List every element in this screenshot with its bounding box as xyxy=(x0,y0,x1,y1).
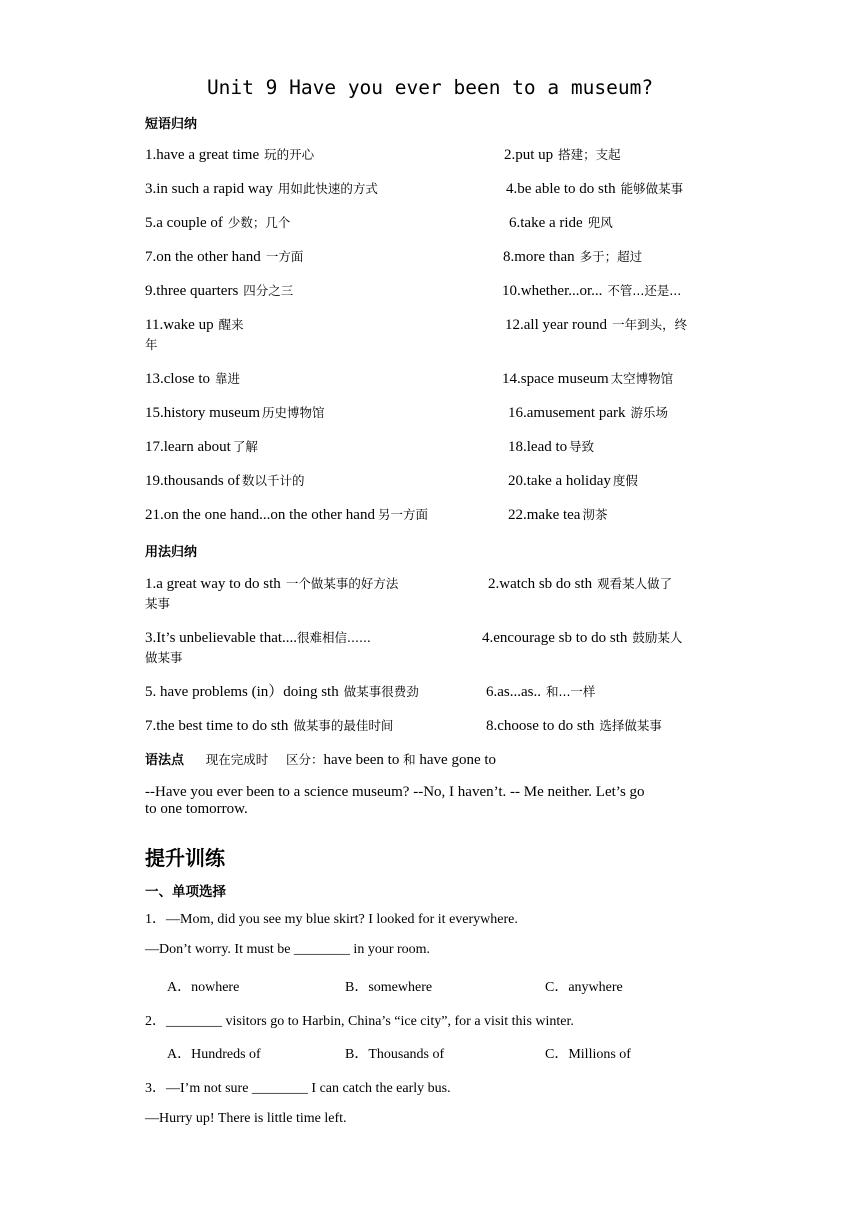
usage-cn: 做某事很费劲 xyxy=(343,684,419,699)
phrase-cn: 搭建；支起 xyxy=(558,147,621,162)
phrase-en: 7.on the other hand xyxy=(145,249,261,265)
phrase-cn: 太空博物馆 xyxy=(610,371,674,386)
phrase-item xyxy=(145,505,428,525)
question-line: —Don’t worry. It must be ________ in your room. xyxy=(145,942,431,957)
phrase-en: 9.three quarters xyxy=(145,283,239,299)
page-title: Unit 9 Have you ever been to a museum? xyxy=(206,76,654,99)
question-line: 3．—I’m not sure ________ I can catch the early bus. xyxy=(145,1081,451,1096)
training-heading: 提升训练 xyxy=(145,846,225,870)
phrase-en: 14.space museum xyxy=(502,371,609,387)
grammar-topic: 现在完成时 xyxy=(205,752,269,767)
phrase-item xyxy=(508,403,668,423)
usage-en: 4.encourage sb to do sth xyxy=(482,630,628,646)
phrase-en: 6.take a ride xyxy=(509,215,583,231)
phrase-item xyxy=(508,437,594,457)
phrases-heading: 短语归纳 xyxy=(145,117,198,132)
phrase-en: 13.close to xyxy=(145,371,210,387)
phrase-cn-wrap: 年 xyxy=(145,337,158,352)
option-b: B．somewhere xyxy=(345,980,433,995)
phrase-en: 17.learn about xyxy=(145,439,231,455)
option-c: C．Millions of xyxy=(545,1047,631,1062)
option-a: A．nowhere xyxy=(167,980,240,995)
phrase-cn: 游乐场 xyxy=(630,405,668,420)
usage-cn: 鼓励某人 xyxy=(632,630,683,645)
phrase-en: 19.thousands of xyxy=(145,473,240,489)
phrase-item xyxy=(503,247,642,267)
phrase-item xyxy=(145,145,314,165)
usage-wrap xyxy=(145,648,183,668)
phrase-cn: 了解 xyxy=(232,439,258,454)
phrase-cn: 兜风 xyxy=(587,215,613,230)
phrase-item xyxy=(508,505,607,525)
usage-item xyxy=(145,574,398,594)
mc-heading: 一、单项选择 xyxy=(145,884,226,900)
phrase-item xyxy=(509,213,613,233)
question-line: 2．________ visitors go to Harbin, China’s “ice city”, for a visit this winter. xyxy=(145,1014,574,1029)
usage-item xyxy=(486,716,662,736)
question-line: —Hurry up! There is little time left. xyxy=(145,1111,347,1126)
phrase-cn: 导致 xyxy=(569,439,595,454)
usage-en: 2.watch sb do sth xyxy=(488,576,593,592)
usage-item xyxy=(145,716,393,736)
usage-item xyxy=(145,628,371,648)
phrase-cn: 用如此快速的方式 xyxy=(277,181,378,196)
phrase-en: 1.have a great time xyxy=(145,147,260,163)
phrase-en: 11.wake up xyxy=(145,317,214,333)
usage-en: 1.a great way to do sth xyxy=(145,576,281,592)
dialog-line: --Have you ever been to a science museum? --No, I haven’t. -- Me neither. Let’s go xyxy=(145,784,645,800)
usage-en: 6.as...as.. xyxy=(486,684,541,700)
phrase-item xyxy=(502,281,681,301)
phrase-en: 15.history museum xyxy=(145,405,260,421)
phrase-item xyxy=(145,213,290,233)
phrase-item xyxy=(502,369,673,389)
usage-item xyxy=(488,574,672,594)
phrase-cn: 少数；几个 xyxy=(227,215,291,230)
phrase-cn: 数以千计的 xyxy=(242,473,305,488)
grammar-text-a: have been to xyxy=(323,752,400,768)
phrase-en: 18.lead to xyxy=(508,439,568,455)
phrase-cn: 靠进 xyxy=(215,371,241,386)
phrase-en: 22.make tea xyxy=(508,507,581,523)
phrase-item xyxy=(504,145,621,165)
phrase-item xyxy=(508,471,638,491)
usage-en: 7.the best time to do sth xyxy=(145,718,289,734)
phrase-cn: 沏茶 xyxy=(582,507,608,522)
phrase-en: 4.be able to do sth xyxy=(506,181,616,197)
grammar-distinguish: 区分： xyxy=(286,752,324,767)
usage-cn: 一个做某事的好方法 xyxy=(285,576,399,591)
phrase-item xyxy=(145,403,325,423)
phrase-cn: 一年到头，终 xyxy=(612,317,688,332)
usage-item xyxy=(486,682,595,702)
usage-cn-wrap: 做某事 xyxy=(145,650,183,665)
usage-cn: 很难相信...... xyxy=(297,630,371,645)
phrase-cn: 不管...还是... xyxy=(607,283,682,298)
phrase-en: 3.in such a rapid way xyxy=(145,181,273,197)
phrase-item xyxy=(145,437,258,457)
phrase-item xyxy=(145,315,244,335)
usage-wrap xyxy=(145,594,170,614)
usage-en: 3.It’s unbelievable that.... xyxy=(145,630,298,646)
usage-cn-wrap: 某事 xyxy=(145,596,171,611)
phrase-item xyxy=(145,369,240,389)
question-line: 1．—Mom, did you see my blue skirt? I looked for it everywhere. xyxy=(145,912,518,927)
phrase-item xyxy=(506,179,683,199)
phrase-cn: 能够做某事 xyxy=(620,181,684,196)
phrase-cn: 醒来 xyxy=(218,317,244,332)
phrase-item xyxy=(145,179,378,199)
grammar-and: 和 xyxy=(403,752,416,767)
phrase-en: 20.take a holiday xyxy=(508,473,611,489)
phrase-wrap xyxy=(145,335,158,355)
phrase-cn: 四分之三 xyxy=(243,283,294,298)
usage-cn: 观看某人做了 xyxy=(597,576,673,591)
grammar-line xyxy=(145,750,496,770)
grammar-text-b: have gone to xyxy=(419,752,497,768)
phrase-en: 8.more than xyxy=(503,249,575,265)
phrase-en: 21.on the one hand...on the other hand xyxy=(145,507,375,523)
phrase-item xyxy=(145,281,293,301)
phrase-cn: 多于；超过 xyxy=(579,249,643,264)
grammar-label: 语法点 xyxy=(145,753,185,768)
usage-cn: 选择做某事 xyxy=(599,718,662,733)
phrase-item xyxy=(145,471,305,491)
phrase-cn: 另一方面 xyxy=(377,507,428,522)
dialog-line: to one tomorrow. xyxy=(145,801,248,817)
usage-en: 5. have problems (in）doing sth xyxy=(145,684,339,700)
phrase-en: 12.all year round xyxy=(505,317,608,333)
option-b: B．Thousands of xyxy=(345,1047,445,1062)
phrase-en: 10.whether...or... xyxy=(502,283,603,299)
phrase-item xyxy=(505,315,687,335)
usage-en: 8.choose to do sth xyxy=(486,718,595,734)
usage-cn: 和...一样 xyxy=(546,684,596,699)
usage-item xyxy=(145,682,419,702)
phrase-en: 5.a couple of xyxy=(145,215,223,231)
phrase-cn: 历史博物馆 xyxy=(262,405,325,420)
phrase-cn: 一方面 xyxy=(265,249,304,264)
phrase-cn: 玩的开心 xyxy=(264,147,315,162)
usage-heading: 用法归纳 xyxy=(145,545,198,560)
option-a: A．Hundreds of xyxy=(167,1047,261,1062)
phrase-cn: 度假 xyxy=(612,473,638,488)
phrase-en: 16.amusement park xyxy=(508,405,626,421)
usage-cn: 做某事的最佳时间 xyxy=(293,718,394,733)
phrase-item xyxy=(145,247,303,267)
usage-item xyxy=(482,628,682,648)
phrase-en: 2.put up xyxy=(504,147,554,163)
option-c: C．anywhere xyxy=(545,980,623,995)
